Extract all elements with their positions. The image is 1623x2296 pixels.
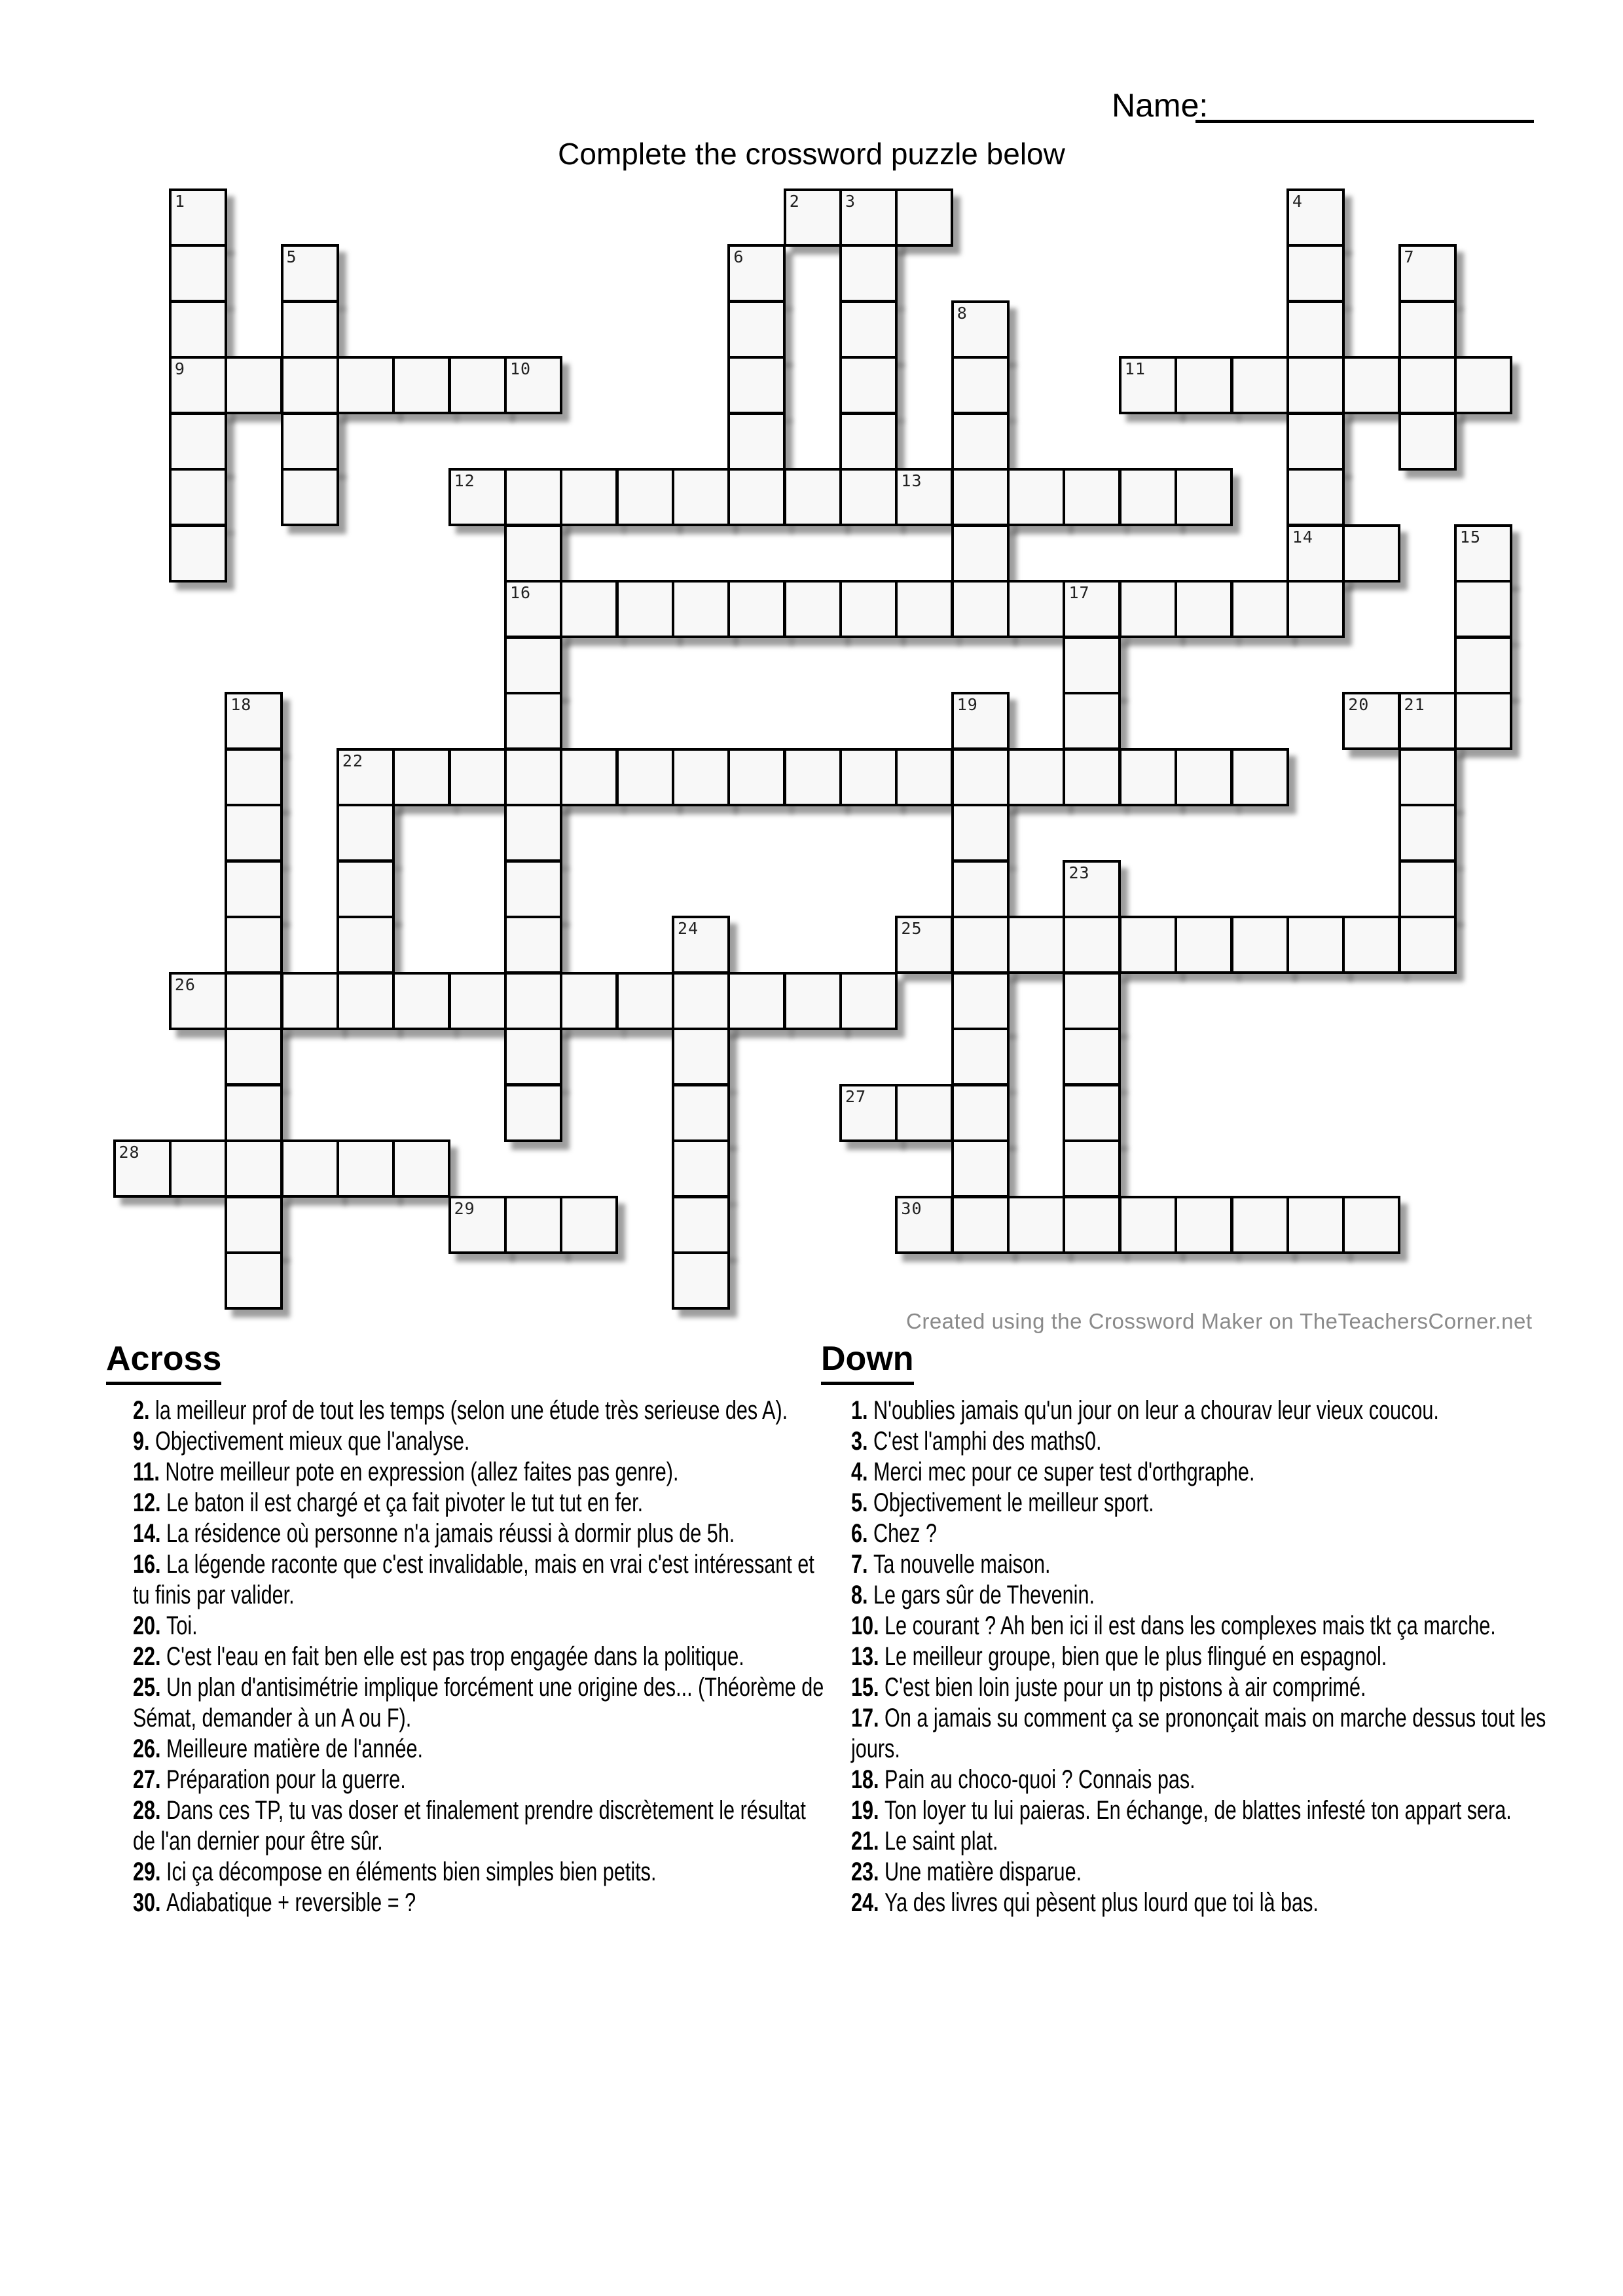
grid-cell[interactable]	[1286, 244, 1345, 302]
cell-number: 8	[957, 303, 968, 323]
cell-number: 28	[119, 1143, 140, 1162]
grid-cell[interactable]	[672, 1084, 730, 1142]
name-label: Name:	[1112, 87, 1209, 124]
grid-cell[interactable]	[727, 356, 786, 414]
clue-item: 7. Ta nouvelle maison.	[851, 1550, 1051, 1579]
grid-cell[interactable]	[616, 580, 674, 638]
grid-cell[interactable]	[1063, 580, 1121, 638]
cell-number: 29	[454, 1198, 475, 1218]
grid-cell[interactable]	[169, 244, 227, 302]
grid-cell[interactable]	[839, 300, 898, 359]
clue-item: 2. la meilleur prof de tout les temps (selon une étude très serieuse des A).	[133, 1396, 788, 1425]
clue-number: 28.	[133, 1796, 167, 1825]
clue-number: 27.	[133, 1765, 167, 1794]
grid-cell[interactable]	[727, 580, 786, 638]
grid-cell[interactable]	[1398, 244, 1457, 302]
grid-cell[interactable]	[1007, 748, 1065, 806]
grid-cell[interactable]	[784, 468, 842, 526]
clue-item: 25. Un plan d'antisimétrie implique forcément une origine des... (Théorème de Sémat, demander à un A ou F).	[133, 1673, 824, 1732]
grid-cell[interactable]	[225, 1139, 283, 1198]
grid-cell[interactable]	[839, 244, 898, 302]
grid-cell[interactable]	[672, 1251, 730, 1310]
grid-cell[interactable]	[392, 748, 450, 806]
cell-number: 11	[1124, 359, 1146, 378]
grid-cell[interactable]	[225, 356, 283, 414]
grid-cell[interactable]	[225, 972, 283, 1030]
grid-cell[interactable]	[1342, 692, 1400, 750]
grid-cell[interactable]	[951, 524, 1010, 583]
grid-cell[interactable]	[672, 748, 730, 806]
clue-item: 29. Ici ça décompose en éléments bien simples bien petits.	[133, 1857, 657, 1886]
grid-cell[interactable]	[281, 412, 339, 471]
grid-cell[interactable]	[1063, 1084, 1121, 1142]
cell-number: 5	[286, 247, 297, 266]
cell-number: 15	[1459, 527, 1481, 547]
clue-item: 19. Ton loyer tu lui paieras. En échange, de blattes infesté ton appart sera.	[851, 1796, 1512, 1825]
grid-cell[interactable]	[727, 468, 786, 526]
grid-cell[interactable]	[1231, 580, 1289, 638]
clue-item: 11. Notre meilleur pote en expression (allez faites pas genre).	[133, 1458, 679, 1486]
grid-cell[interactable]	[1398, 300, 1457, 359]
cell-number: 24	[678, 919, 699, 938]
grid-cell[interactable]	[337, 356, 395, 414]
grid-cell[interactable]	[169, 468, 227, 526]
grid-cell[interactable]	[281, 356, 339, 414]
grid-cell[interactable]	[113, 1139, 172, 1198]
grid-cell[interactable]	[951, 1139, 1010, 1198]
grid-cell[interactable]	[951, 1028, 1010, 1086]
clue-number: 8.	[851, 1581, 874, 1609]
grid-cell[interactable]	[1119, 468, 1177, 526]
cell-number: 26	[174, 975, 196, 994]
clue-number: 15.	[851, 1673, 885, 1702]
grid-cell[interactable]	[1119, 916, 1177, 974]
cell-number: 20	[1348, 695, 1370, 714]
grid-cell[interactable]	[1231, 356, 1289, 414]
grid-cell[interactable]	[337, 1139, 395, 1198]
grid-cell[interactable]	[895, 1196, 953, 1254]
grid-cell[interactable]	[504, 1084, 562, 1142]
grid-cell[interactable]	[951, 580, 1010, 638]
grid-cell[interactable]	[951, 356, 1010, 414]
grid-cell[interactable]	[1286, 188, 1345, 247]
grid-cell[interactable]	[225, 1028, 283, 1086]
clue-number: 10.	[851, 1611, 885, 1640]
grid-cell[interactable]	[1398, 412, 1457, 471]
grid-cell[interactable]	[951, 804, 1010, 862]
grid-cell[interactable]	[1231, 916, 1289, 974]
grid-cell[interactable]	[169, 972, 227, 1030]
grid-cell[interactable]	[281, 972, 339, 1030]
clue-number: 14.	[133, 1519, 167, 1548]
clue-number: 29.	[133, 1857, 167, 1886]
grid-cell[interactable]	[1398, 916, 1457, 974]
clue-item: 20. Toi.	[133, 1611, 198, 1640]
grid-cell[interactable]	[616, 468, 674, 526]
grid-cell[interactable]	[784, 580, 842, 638]
grid-cell[interactable]	[448, 468, 507, 526]
grid-cell[interactable]	[560, 580, 618, 638]
grid-cell[interactable]	[1007, 468, 1065, 526]
grid-cell[interactable]	[951, 1196, 1010, 1254]
clue-number: 22.	[133, 1642, 167, 1671]
grid-cell[interactable]	[1454, 580, 1512, 638]
clue-item: 1. N'oublies jamais qu'un jour on leur a chourav leur vieux coucou.	[851, 1396, 1439, 1425]
grid-cell[interactable]	[1007, 580, 1065, 638]
across-section-header: Across	[106, 1340, 221, 1385]
grid-cell[interactable]	[895, 748, 953, 806]
grid-cell[interactable]	[895, 580, 953, 638]
grid-cell[interactable]	[1398, 748, 1457, 806]
grid-cell[interactable]	[448, 1196, 507, 1254]
clue-number: 2.	[133, 1396, 156, 1425]
attribution-text: Created using the Crossword Maker on TheTeachersCorner.net	[906, 1309, 1533, 1333]
clue-item: 16. La légende raconte que c'est invalidable, mais en vrai c'est intéressant et tu finis par valider.	[133, 1550, 814, 1609]
grid-cell[interactable]	[392, 356, 450, 414]
grid-cell[interactable]	[951, 860, 1010, 918]
grid-cell[interactable]	[1063, 1196, 1121, 1254]
cell-number: 12	[454, 471, 475, 490]
grid-cell[interactable]	[839, 748, 898, 806]
grid-cell[interactable]	[1231, 748, 1289, 806]
grid-cell[interactable]	[672, 1028, 730, 1086]
grid-cell[interactable]	[504, 1196, 562, 1254]
clue-item: 28. Dans ces TP, tu vas doser et finalement prendre discrètement le résultat de l'an dernier pour être sûr.	[133, 1796, 806, 1856]
clue-number: 30.	[133, 1888, 167, 1917]
cell-number: 13	[901, 471, 922, 490]
grid-cell[interactable]	[1063, 860, 1121, 918]
grid-cell[interactable]	[560, 1196, 618, 1254]
grid-cell[interactable]	[1286, 468, 1345, 526]
grid-cell[interactable]	[1119, 356, 1177, 414]
grid-cell[interactable]	[504, 692, 562, 750]
grid-cell[interactable]	[1286, 412, 1345, 471]
grid-cell[interactable]	[1398, 804, 1457, 862]
grid-cell[interactable]	[169, 524, 227, 583]
grid-cell[interactable]	[1286, 916, 1345, 974]
grid-cell[interactable]	[1342, 524, 1400, 583]
grid-cell[interactable]	[951, 1084, 1010, 1142]
grid-cell[interactable]	[784, 188, 842, 247]
clue-number: 9.	[133, 1427, 156, 1456]
page-title: Complete the crossword puzzle below	[558, 137, 1065, 171]
grid-cell[interactable]	[504, 580, 562, 638]
clue-item: 3. C'est l'amphi des maths0.	[851, 1427, 1102, 1456]
grid-cell[interactable]	[1342, 1196, 1400, 1254]
clue-number: 6.	[851, 1519, 874, 1548]
clue-item: 6. Chez ?	[851, 1519, 937, 1548]
cell-number: 16	[509, 583, 532, 602]
grid-cell[interactable]	[337, 804, 395, 862]
cell-number: 1	[174, 191, 185, 211]
grid-cell[interactable]	[225, 748, 283, 806]
clue-number: 20.	[133, 1611, 167, 1640]
grid-cell[interactable]	[784, 748, 842, 806]
cell-number: 6	[733, 247, 744, 266]
grid-cell[interactable]	[504, 524, 562, 583]
grid-cell[interactable]	[1398, 692, 1457, 750]
grid-cell[interactable]	[225, 1251, 283, 1310]
grid-cell[interactable]	[169, 1139, 227, 1198]
clue-number: 13.	[851, 1642, 885, 1671]
down-clue-list	[851, 1395, 1623, 1918]
grid-cell[interactable]	[337, 748, 395, 806]
grid-cell[interactable]	[895, 188, 953, 247]
grid-cell[interactable]	[504, 804, 562, 862]
grid-cell[interactable]	[392, 972, 450, 1030]
cell-number: 30	[901, 1198, 922, 1218]
clue-number: 23.	[851, 1857, 885, 1886]
cell-number: 22	[342, 751, 363, 770]
grid-cell[interactable]	[727, 300, 786, 359]
grid-cell[interactable]	[560, 748, 618, 806]
clue-item: 22. C'est l'eau en fait ben elle est pas trop engagée dans la politique.	[133, 1642, 744, 1671]
grid-cell[interactable]	[784, 972, 842, 1030]
grid-cell[interactable]	[504, 972, 562, 1030]
name-blank-line[interactable]	[1195, 120, 1534, 123]
grid-cell[interactable]	[1063, 468, 1121, 526]
clue-number: 11.	[133, 1458, 166, 1486]
grid-cell[interactable]	[1007, 1196, 1065, 1254]
cell-number: 9	[174, 359, 185, 378]
clue-number: 19.	[851, 1796, 885, 1825]
clue-item: 24. Ya des livres qui pèsent plus lourd que toi là bas.	[851, 1888, 1319, 1917]
grid-cell[interactable]	[727, 412, 786, 471]
grid-cell[interactable]	[1175, 916, 1233, 974]
grid-cell[interactable]	[504, 468, 562, 526]
grid-cell[interactable]	[504, 860, 562, 918]
grid-cell[interactable]	[951, 468, 1010, 526]
clue-item: 8. Le gars sûr de Thevenin.	[851, 1581, 1095, 1609]
grid-cell[interactable]	[839, 356, 898, 414]
clue-number: 7.	[851, 1550, 874, 1579]
grid-cell[interactable]	[448, 748, 507, 806]
grid-cell[interactable]	[951, 748, 1010, 806]
grid-cell[interactable]	[1063, 692, 1121, 750]
grid-cell[interactable]	[504, 356, 562, 414]
across-clue-list-inner	[133, 1395, 831, 1918]
grid-cell[interactable]	[504, 636, 562, 694]
grid-cell[interactable]	[672, 1196, 730, 1254]
clue-item: 15. C'est bien loin juste pour un tp pistons à air comprimé.	[851, 1673, 1366, 1702]
clue-number: 4.	[851, 1458, 874, 1486]
grid-cell[interactable]	[1231, 1196, 1289, 1254]
grid-cell[interactable]	[1119, 1196, 1177, 1254]
grid-cell[interactable]	[1286, 580, 1345, 638]
grid-cell[interactable]	[337, 860, 395, 918]
grid-cell[interactable]	[839, 188, 898, 247]
clue-item: 17. On a jamais su comment ça se prononçait mais on marche dessus tout les jours.	[851, 1704, 1546, 1763]
grid-cell[interactable]	[672, 972, 730, 1030]
cell-number: 14	[1292, 527, 1313, 547]
grid-cell[interactable]	[281, 1139, 339, 1198]
grid-cell[interactable]	[281, 468, 339, 526]
grid-cell[interactable]	[839, 1084, 898, 1142]
grid-cell[interactable]	[839, 468, 898, 526]
grid-cell[interactable]	[951, 972, 1010, 1030]
grid-cell[interactable]	[169, 300, 227, 359]
grid-cell[interactable]	[1063, 748, 1121, 806]
cell-number: 18	[230, 695, 252, 714]
cell-number: 2	[789, 191, 800, 211]
clue-item: 14. La résidence où personne n'a jamais réussi à dormir plus de 5h.	[133, 1519, 735, 1548]
grid-cell[interactable]	[225, 804, 283, 862]
grid-cell[interactable]	[951, 692, 1010, 750]
grid-cell[interactable]	[169, 188, 227, 247]
down-section-header: Down	[821, 1340, 914, 1385]
grid-cell[interactable]	[1063, 916, 1121, 974]
cell-number: 7	[1404, 247, 1415, 266]
grid-cell[interactable]	[1398, 860, 1457, 918]
grid-cell[interactable]	[1454, 692, 1512, 750]
grid-cell[interactable]	[1007, 916, 1065, 974]
grid-cell[interactable]	[951, 300, 1010, 359]
grid-cell[interactable]	[1342, 356, 1400, 414]
grid-cell[interactable]	[1175, 1196, 1233, 1254]
grid-cell[interactable]	[225, 1084, 283, 1142]
clue-number: 3.	[851, 1427, 874, 1456]
grid-cell[interactable]	[225, 692, 283, 750]
clue-number: 16.	[133, 1550, 167, 1579]
grid-cell[interactable]	[169, 356, 227, 414]
grid-cell[interactable]	[560, 468, 618, 526]
cell-number: 27	[845, 1086, 867, 1106]
clue-item: 18. Pain au choco-quoi ? Connais pas.	[851, 1765, 1195, 1794]
clue-item: 21. Le saint plat.	[851, 1827, 998, 1856]
cell-number: 17	[1068, 583, 1090, 602]
grid-cell[interactable]	[895, 468, 953, 526]
grid-cell[interactable]	[1342, 916, 1400, 974]
grid-cell[interactable]	[1454, 524, 1512, 583]
cell-number: 19	[957, 695, 978, 714]
grid-cell[interactable]	[504, 916, 562, 974]
grid-cell[interactable]	[616, 748, 674, 806]
grid-cell[interactable]	[1454, 356, 1512, 414]
grid-cell[interactable]	[1286, 300, 1345, 359]
grid-cell[interactable]	[1286, 356, 1345, 414]
grid-cell[interactable]	[1286, 524, 1345, 583]
clue-item: 12. Le baton il est chargé et ça fait pivoter le tut tut en fer.	[133, 1488, 644, 1517]
grid-cell[interactable]	[504, 1028, 562, 1086]
grid-cell[interactable]	[727, 748, 786, 806]
grid-cell[interactable]	[392, 1139, 450, 1198]
grid-cell[interactable]	[672, 1139, 730, 1198]
clue-item: 30. Adiabatique + reversible = ?	[133, 1888, 416, 1917]
clue-number: 24.	[851, 1888, 885, 1917]
cell-number: 21	[1404, 695, 1425, 714]
clue-number: 25.	[133, 1673, 167, 1702]
grid-cell[interactable]	[895, 1084, 953, 1142]
cell-number: 25	[901, 919, 922, 938]
cell-number: 10	[509, 359, 532, 378]
clue-item: 4. Merci mec pour ce super test d'orthgraphe.	[851, 1458, 1255, 1486]
grid-cell[interactable]	[1119, 748, 1177, 806]
clue-item: 10. Le courant ? Ah ben ici il est dans les complexes mais tkt ça marche.	[851, 1611, 1496, 1640]
clue-item: 9. Objectivement mieux que l'analyse.	[133, 1427, 470, 1456]
clue-number: 5.	[851, 1488, 874, 1517]
grid-cell[interactable]	[1063, 1028, 1121, 1086]
grid-cell[interactable]	[225, 916, 283, 974]
clue-item: 23. Une matière disparue.	[851, 1857, 1082, 1886]
clue-item: 13. Le meilleur groupe, bien que le plus flingué en espagnol.	[851, 1642, 1387, 1671]
grid-cell[interactable]	[727, 244, 786, 302]
grid-cell[interactable]	[895, 916, 953, 974]
grid-cell[interactable]	[448, 356, 507, 414]
grid-cell[interactable]	[225, 1196, 283, 1254]
grid-cell[interactable]	[1119, 580, 1177, 638]
grid-cell[interactable]	[281, 244, 339, 302]
grid-cell[interactable]	[225, 860, 283, 918]
grid-cell[interactable]	[1286, 1196, 1345, 1254]
clue-number: 21.	[851, 1827, 885, 1856]
clue-item: 27. Préparation pour la guerre.	[133, 1765, 406, 1794]
grid-cell[interactable]	[281, 300, 339, 359]
clue-item: 26. Meilleure matière de l'année.	[133, 1734, 424, 1763]
cell-number: 4	[1292, 191, 1303, 211]
grid-cell[interactable]	[1175, 748, 1233, 806]
grid-cell[interactable]	[839, 412, 898, 471]
clue-number: 18.	[851, 1765, 885, 1794]
clue-number: 26.	[133, 1734, 167, 1763]
cell-number: 3	[845, 191, 856, 211]
grid-cell[interactable]	[169, 412, 227, 471]
clue-number: 1.	[851, 1396, 874, 1425]
grid-cell[interactable]	[951, 916, 1010, 974]
grid-cell[interactable]	[727, 972, 786, 1030]
grid-cell[interactable]	[337, 972, 395, 1030]
grid-cell[interactable]	[337, 916, 395, 974]
grid-cell[interactable]	[560, 972, 618, 1030]
clue-item: 5. Objectivement le meilleur sport.	[851, 1488, 1154, 1517]
grid-cell[interactable]	[672, 468, 730, 526]
grid-cell[interactable]	[448, 972, 507, 1030]
grid-cell[interactable]	[1398, 356, 1457, 414]
clue-number: 12.	[133, 1488, 167, 1517]
grid-cell[interactable]	[616, 972, 674, 1030]
grid-cell[interactable]	[672, 580, 730, 638]
grid-cell[interactable]	[1454, 636, 1512, 694]
grid-cell[interactable]	[1063, 636, 1121, 694]
grid-cell[interactable]	[951, 412, 1010, 471]
down-clue-list-inner	[851, 1395, 1547, 1918]
grid-cell[interactable]	[1175, 580, 1233, 638]
grid-cell[interactable]	[672, 916, 730, 974]
grid-cell[interactable]	[839, 580, 898, 638]
grid-cell[interactable]	[1175, 356, 1233, 414]
clue-number: 17.	[851, 1704, 885, 1732]
cell-number: 23	[1068, 863, 1090, 882]
grid-cell[interactable]	[839, 972, 898, 1030]
grid-cell[interactable]	[1063, 1139, 1121, 1198]
grid-cell[interactable]	[1175, 468, 1233, 526]
grid-cell[interactable]	[1063, 972, 1121, 1030]
grid-cell[interactable]	[504, 748, 562, 806]
